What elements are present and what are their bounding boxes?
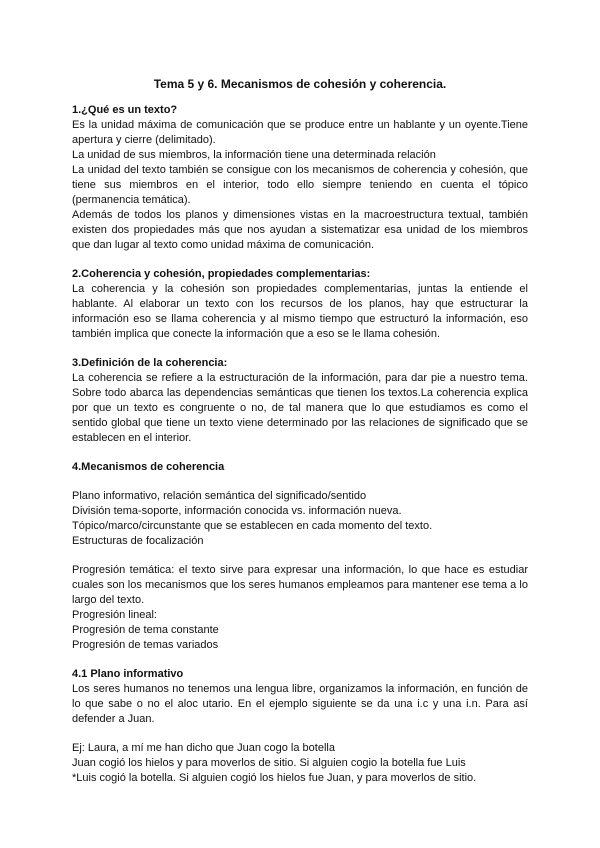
list-item: Tópico/marco/circunstante que se establecen en cada momento del texto. <box>72 520 433 532</box>
list-item: Estructuras de focalización <box>72 535 204 547</box>
spacer <box>72 653 528 667</box>
list-item: Progresión de tema constante <box>72 624 219 636</box>
spacer <box>72 475 528 489</box>
example-line: *Luis cogió la botella. Si alguien cogió los hielos fue Juan, y para moverlos de sitio. <box>72 772 477 784</box>
example-line: Ej: Laura, a mí me han dicho que Juan cogo la botella <box>72 742 335 754</box>
document-page <box>72 76 528 786</box>
spacer <box>72 727 528 741</box>
list-item: Progresión lineal: <box>72 609 157 621</box>
section-1-paragraph: Es la unidad máxima de comunicación que se produce entre un hablante y un oyente.Tiene apertura y cierre (delimitado). <box>72 119 528 146</box>
spacer <box>72 549 528 563</box>
section-3-heading: 3.Definición de la coherencia: <box>72 357 228 369</box>
section-4-1-heading: 4.1 Plano informativo <box>72 668 184 680</box>
spacer <box>72 446 528 460</box>
list-item: División tema-soporte, información conocida vs. información nueva. <box>72 505 402 517</box>
section-1-heading: 1.¿Qué es un texto? <box>72 104 178 116</box>
section-2-paragraph: La coherencia y la cohesión son propiedades complementarias, juntas la entiende el hablante. Al elaborar un texto con los recursos de los planos, hay que estructurar la información eso se llama coherencia y al mismo tiempo que estructuró la información, eso también implica que conecte la información que a eso se le llama cohesión. <box>72 283 528 340</box>
list-item: Progresión de temas variados <box>72 639 219 651</box>
section-4-1-paragraph: Los seres humanos no tenemos una lengua libre, organizamos la información, en función de lo que sabe o no el aloc utario. En el ejemplo siguiente se da una i.c y una i.n. Para así defender a Juan. <box>72 683 528 725</box>
document-title: Tema 5 y 6. Mecanismos de cohesión y coherencia. <box>153 77 447 91</box>
section-1-paragraph: Además de todos los planos y dimensiones vistas en la macroestructura textual, también existen dos propiedades más que nos ayudan a sistematizar esa unidad de los miembros que dan lugar al texto como unidad máxima de comunicación. <box>72 209 528 251</box>
section-1-paragraph: La unidad de sus miembros, la información tiene una determinada relación <box>72 149 436 161</box>
spacer <box>72 342 528 356</box>
progresion-tematica-paragraph: Progresión temática: el texto sirve para expresar una información, lo que hace es estudiar cuales son los mecanismos que los seres humanos empleamos para mantener ese tema a lo largo del texto. <box>72 564 528 606</box>
section-4-heading: 4.Mecanismos de coherencia <box>72 461 225 473</box>
spacer <box>72 253 528 267</box>
section-3-paragraph: La coherencia se refiere a la estructuración de la información, para dar pie a nuestro tema. Sobre todo abarca las dependencias semánticas que tienen los textos.La coherencia explica por que un texto es congruente o no, de tal manera que lo que estudiamos es como el sentido global que tiene un texto viene determinado por las relaciones de significado que se establecen en el interior. <box>72 372 528 444</box>
example-line: Juan cogió los hielos y para moverlos de sitio. Si alguien cogio la botella fue Luis <box>72 757 466 769</box>
section-1-paragraph: La unidad del texto también se consigue con los mecanismos de coherencia y cohesión, que tiene sus miembros en el interior, todo ello siempre teniendo en cuenta el tópico (permanencia temática). <box>72 164 528 206</box>
list-item: Plano informativo, relación semántica del significado/sentido <box>72 490 367 502</box>
section-2-heading: 2.Coherencia y cohesión, propiedades complementarias: <box>72 268 371 280</box>
